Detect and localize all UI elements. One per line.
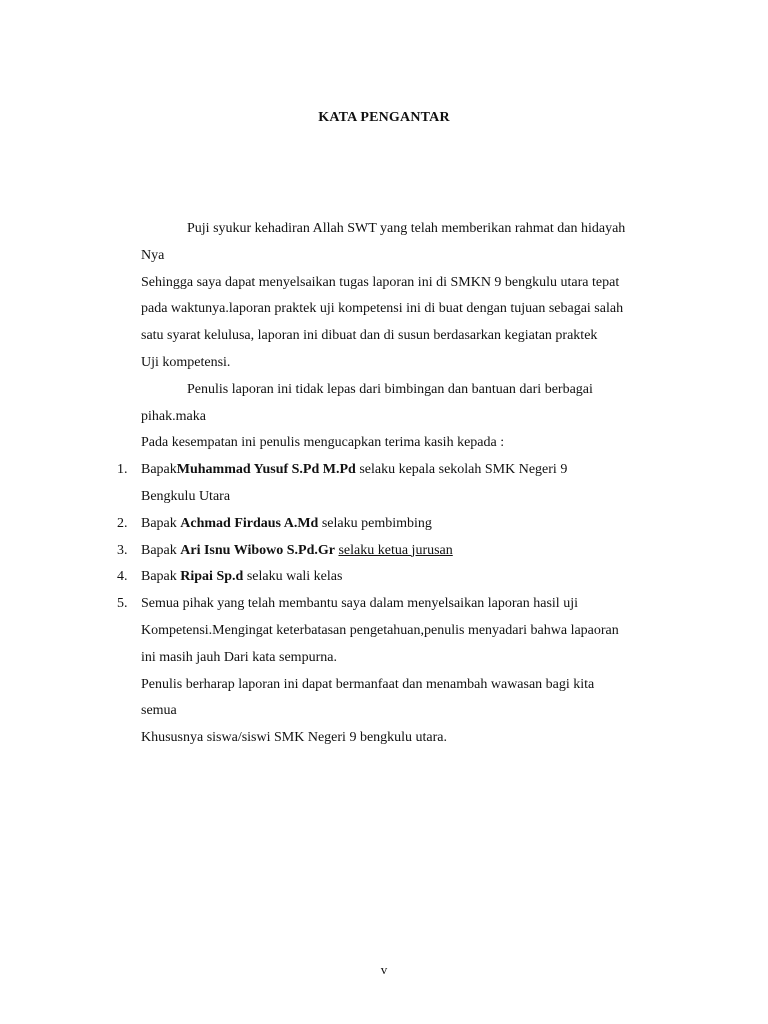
person-name: Muhammad Yusuf S.Pd M.Pd: [176, 462, 356, 478]
person-name: Achmad Firdaus A.Md: [180, 515, 319, 531]
list-number: 3.: [117, 542, 128, 558]
list-number: 4.: [117, 569, 128, 585]
list-suffix: selaku wali kelas: [246, 569, 343, 585]
paragraph-line: Puji syukur kehadiran Allah SWT yang telah memberikan rahmat dan hidayah: [187, 221, 626, 236]
page-title: KATA PENGANTAR: [318, 110, 450, 125]
list-item: [117, 538, 681, 565]
paragraph-line: pihak.maka: [141, 408, 206, 424]
list-line: Semua pihak yang telah membantu saya dalam menyelsaikan laporan hasil uji: [141, 596, 578, 612]
list-continuation: Bengkulu Utara: [141, 488, 231, 504]
paragraph-line: Sehingga saya dapat menyelsaikan tugas laporan ini di SMKN 9 bengkulu utara tepat: [141, 274, 620, 290]
list-prefix: Bapak: [141, 515, 177, 531]
list-suffix: selaku kepala sekolah SMK Negeri 9: [359, 462, 568, 478]
list-line: Kompetensi.Mengingat keterbatasan pengetahuan,penulis menyadari bahwa lapaoran: [141, 622, 619, 638]
document-body: [117, 216, 681, 752]
list-number: 1.: [117, 462, 128, 478]
paragraph-line: Pada kesempatan ini penulis mengucapkan terima kasih kepada :: [141, 435, 505, 451]
closing-line: Khususnya siswa/siswi SMK Negeri 9 bengkulu utara.: [141, 730, 448, 746]
list-item: [117, 511, 681, 538]
list-line: ini masih jauh Dari kata sempurna.: [141, 649, 337, 665]
closing-line: Penulis berharap laporan ini dapat bermanfaat dan menambah wawasan bagi kita: [141, 676, 595, 692]
list-prefix: Bapak: [141, 569, 177, 585]
list-item: [117, 591, 681, 671]
list-prefix: Bapak: [141, 542, 177, 558]
paragraph-line: pada waktunya.laporan praktek uji kompetensi ini di buat dengan tujuan sebagai salah: [141, 301, 624, 317]
paragraph-line: satu syarat kelulusa, laporan ini dibuat dan di susun berdasarkan kegiatan praktek: [141, 328, 598, 344]
list-suffix: selaku pembimbing: [321, 515, 432, 531]
closing-line: semua: [141, 703, 177, 719]
thanks-list: [117, 457, 681, 671]
list-number: 5.: [117, 596, 128, 612]
list-suffix: selaku ketua jurusan: [338, 542, 453, 558]
list-prefix: Bapak: [141, 462, 177, 478]
paragraph-line: Uji kompetensi.: [141, 354, 231, 370]
person-name: Ari Isnu Wibowo S.Pd.Gr: [180, 542, 335, 558]
list-item: [117, 457, 681, 511]
list-number: 2.: [117, 515, 128, 531]
person-name: Ripai Sp.d: [180, 569, 244, 585]
list-item: [117, 564, 681, 591]
paragraph-line: Penulis laporan ini tidak lepas dari bimbingan dan bantuan dari berbagai: [187, 381, 593, 397]
paragraph-line: Nya: [141, 247, 165, 263]
page-number: v: [380, 962, 388, 977]
